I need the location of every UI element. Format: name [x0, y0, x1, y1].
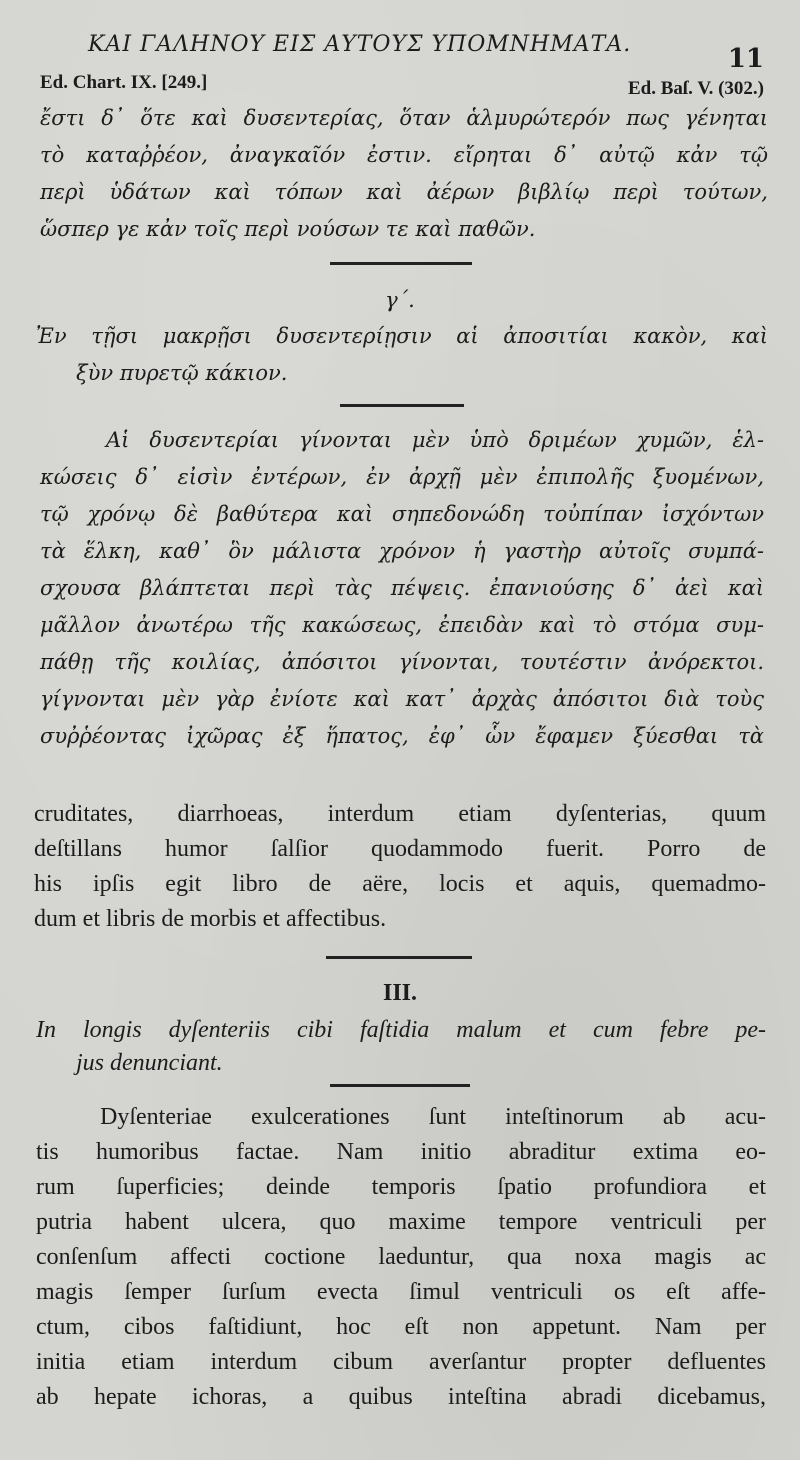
text-line: his ipſis egit libro de aëre, locis et aquis, quemadmo- — [34, 871, 766, 897]
greek-continuation-paragraph — [40, 100, 768, 248]
text-line: conſenſum affecti coctione laeduntur, qua noxa magis ac — [36, 1244, 766, 1270]
text-line: μᾶλλον ἀνωτέρω τῆς κακώσεως, ἐπειδὰν καὶ τὸ στόμα συμ- — [40, 613, 764, 637]
latin-commentary-paragraph — [36, 1100, 766, 1415]
text-line: tis humoribus factae. Nam initio abraditur extima eo- — [36, 1139, 766, 1165]
text-line: πάθῃ τῆς κοιλίας, ἀπόσιτοι γίνονται, τουτέστιν ἀνόρεκτοι. — [40, 650, 764, 674]
latin-section-number: III. — [382, 980, 418, 1006]
text-line: Dyſenteriae exulcerationes ſunt inteſtinorum ab acu- — [100, 1104, 766, 1130]
section-divider — [330, 262, 472, 265]
text-line: ξὺν πυρετῷ κάκιον. — [76, 361, 288, 385]
text-line: σχουσα βλάπτεται περὶ τὰς πέψεις. ἐπανιούσης δ᾽ ἀεὶ καὶ — [40, 576, 764, 600]
section-divider — [326, 956, 472, 959]
latin-continuation-paragraph — [34, 797, 766, 937]
greek-aphorism — [36, 318, 768, 392]
text-line: dum et libris de morbis et affectibus. — [34, 906, 387, 932]
text-line: jus denunciant. — [76, 1050, 223, 1076]
edition-reference-left: Ed. Chart. IX. [249.] — [40, 72, 208, 93]
text-line: τῷ χρόνῳ δὲ βαθύτερα καὶ σηπεδονώδη τοὐπίπαν ἰσχόντων — [40, 502, 764, 526]
text-line: τὰ ἕλκη, καθ᾽ ὃν μάλιστα χρόνον ἡ γαστὴρ αὐτοῖς συμπά- — [40, 539, 764, 563]
text-line: deſtillans humor ſalſior quodammodo fuerit. Porro de — [34, 836, 766, 862]
text-line: ctum, cibos faſtidiunt, hoc eſt non appetunt. Nam per — [36, 1314, 766, 1340]
text-line: περὶ ὑδάτων καὶ τόπων καὶ ἀέρων βιβλίῳ περὶ τούτων, — [40, 180, 768, 204]
text-line: συῤῥέοντας ἰχῶρας ἐξ ἥπατος, ἐφ᾽ ὧν ἔφαμεν ξύεσθαι τὰ — [40, 724, 764, 748]
text-line: τὸ καταῤῥέον, ἀναγκαῖόν ἐστιν. εἴρηται δ᾽ αὐτῷ κἀν τῷ — [40, 143, 768, 167]
greek-commentary-paragraph — [40, 422, 764, 755]
text-line: rum ſuperficies; deinde temporis ſpatio profundiora et — [36, 1174, 766, 1200]
section-divider — [340, 404, 464, 407]
text-line: magis ſemper ſurſum evecta ſimul ventriculi os eſt affe- — [36, 1279, 766, 1305]
text-line: initia etiam interdum cibum averſantur propter defluentes — [36, 1349, 766, 1375]
text-line: ab hepate ichoras, a quibus inteſtina abradi dicebamus, — [36, 1384, 766, 1410]
text-line: ὥσπερ γε κἀν τοῖς περὶ νούσων τε καὶ παθῶν. — [40, 217, 536, 241]
running-head: ΚΑΙ ΓΑΛΗΝΟΥ ΕΙΣ ΑΥΤΟΥΣ ΥΠΟΜΝΗΜΑΤΑ. — [88, 32, 632, 57]
text-line: putria habent ulcera, quo maxime tempore ventriculi per — [36, 1209, 766, 1235]
edition-reference-right: Ed. Baſ. V. (302.) — [627, 78, 764, 99]
text-line: In longis dyſenteriis cibi faſtidia malum et cum febre pe- — [36, 1017, 766, 1043]
text-line: κώσεις δ᾽ εἰσὶν ἐντέρων, ἐν ἀρχῇ μὲν ἐπιπολῆς ξυομένων, — [40, 465, 764, 489]
latin-aphorism — [36, 1014, 766, 1080]
text-line: γίγνονται μὲν γὰρ ἐνίοτε καὶ κατ᾽ ἀρχὰς ἀπόσιτοι διὰ τοὺς — [40, 687, 764, 711]
text-line: ἔστι δ᾽ ὅτε καὶ δυσεντερίας, ὅταν ἁλμυρώτερόν πως γένηται — [40, 106, 768, 130]
text-line: cruditates, diarrhoeas, interdum etiam dyſenterias, quum — [34, 801, 766, 827]
text-line: Αἱ δυσεντερίαι γίνονται μὲν ὑπὸ δριμέων χυμῶν, ἑλ- — [106, 428, 764, 452]
page-number: 11 — [727, 44, 764, 74]
text-line: Ἐν τῇσι μακρῇσι δυσεντερίῃσιν αἱ ἀποσιτίαι κακὸν, καὶ — [36, 324, 768, 348]
greek-section-number: γ΄. — [385, 288, 415, 312]
section-divider — [330, 1084, 470, 1087]
